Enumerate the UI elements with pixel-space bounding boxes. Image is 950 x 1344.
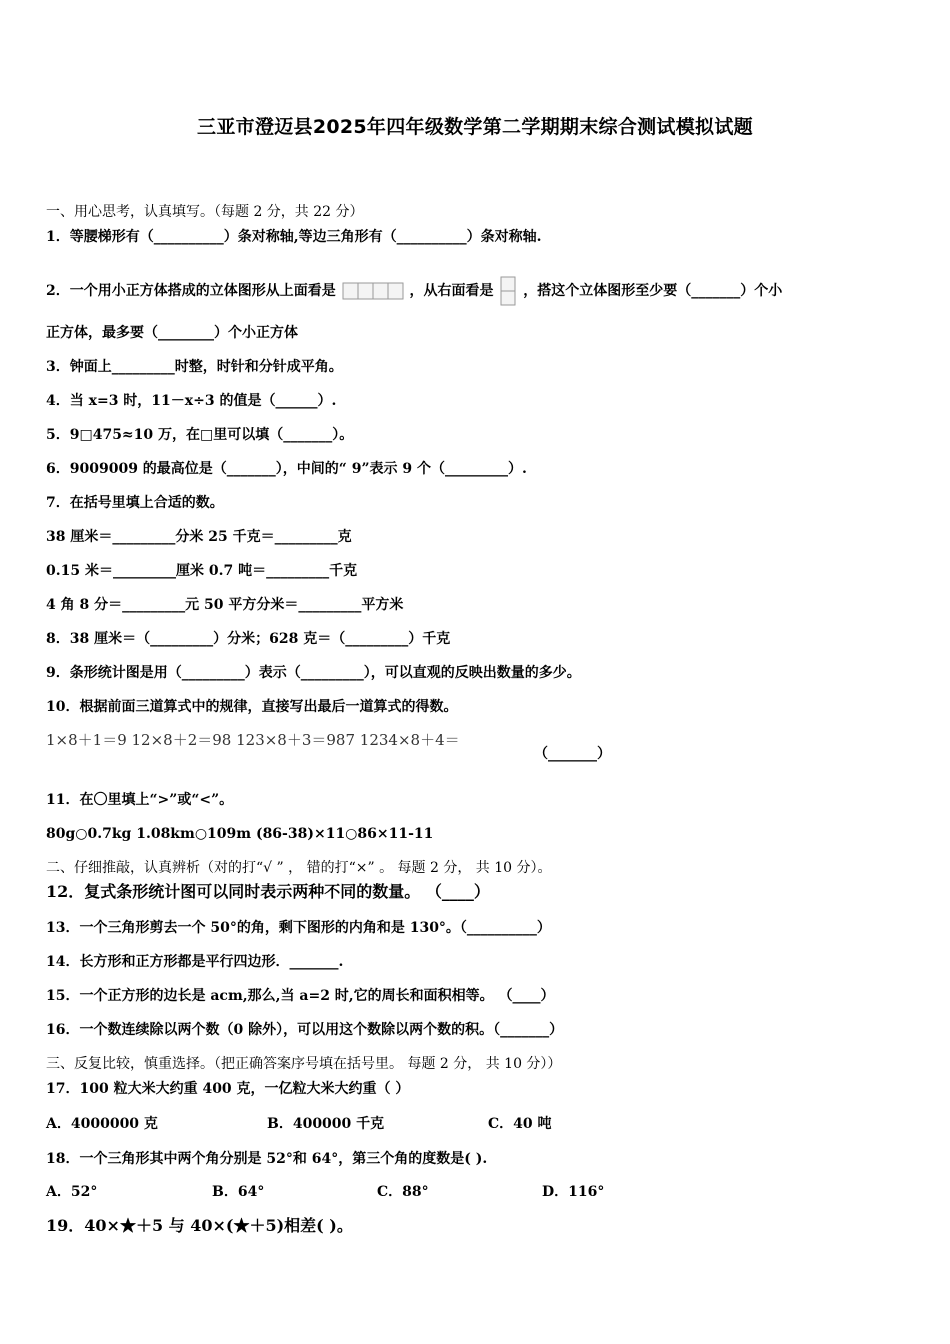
question-18-option-b: B．64° <box>212 1184 265 1200</box>
question-2 <box>46 275 782 307</box>
question-17: 17．100 粒大米大约重 400 克，一亿粒大米大约重（ ） <box>46 1081 410 1097</box>
question-19: 19．40×★＋5 与 40×(★＋5)相差( )。 <box>46 1216 353 1235</box>
question-18: 18．一个三角形其中两个角分别是 52°和 64°，第三个角的度数是( ). <box>46 1151 488 1167</box>
page-title: 三亚市澄迈县2025年四年级数学第二学期期末综合测试模拟试题 <box>197 116 753 138</box>
question-2-part-b: ，从右面看是 <box>409 283 494 299</box>
question-4: 4．当 x=3 时，11－x÷3 的值是（______）. <box>46 393 337 409</box>
question-11-items: 80g○0.7kg 1.08km○109m (86-38)×11○86×11-11 <box>46 826 434 842</box>
question-18-option-d: D．116° <box>542 1184 605 1200</box>
question-17-option-c: C．40 吨 <box>488 1116 552 1132</box>
question-9: 9．条形统计图是用（_________）表示（_________），可以直观的反映出数量的多少。 <box>46 665 581 681</box>
section-2-heading: 二、仔细推敲，认真辨析（对的打“√ ” ， 错的打“×” 。 每题 2 分， 共 10 分）。 <box>46 860 552 876</box>
question-7-row-a: 38 厘米＝_________分米 25 千克＝_________克 <box>46 529 352 545</box>
question-10: 10．根据前面三道算式中的规律，直接写出最后一道算式的得数。 <box>46 699 458 715</box>
question-16: 16．一个数连续除以两个数（0 除外），可以用这个数除以两个数的积。（_______） <box>46 1022 564 1038</box>
section-3-heading: 三、反复比较，慎重选择。（把正确答案序号填在括号里。 每题 2 分， 共 10 分）） <box>46 1056 562 1072</box>
top-view-grid-icon <box>341 280 405 302</box>
question-2-part-a: 2．一个用小正方体搭成的立体图形从上面看是 <box>46 283 336 299</box>
question-11: 11．在〇里填上“>”或“<”。 <box>46 792 234 808</box>
question-14: 14．长方形和正方形都是平行四边形．_______. <box>46 954 344 970</box>
question-7: 7．在括号里填上合适的数。 <box>46 495 224 511</box>
section-1-heading: 一、用心思考，认真填写。（每题 2 分，共 22 分） <box>46 204 364 220</box>
question-17-option-b: B．400000 千克 <box>267 1116 385 1132</box>
question-10-blank: （_______） <box>534 746 611 762</box>
question-7-row-b: 0.15 米＝_________厘米 0.7 吨＝_________千克 <box>46 563 358 579</box>
question-18-option-c: C．88° <box>377 1184 429 1200</box>
question-7-row-c: 4 角 8 分＝_________元 50 平方分米＝_________平方米 <box>46 597 404 613</box>
question-3: 3．钟面上_________时整，时针和分针成平角。 <box>46 359 343 375</box>
question-2-continued: 正方体，最多要（________）个小正方体 <box>46 325 298 341</box>
question-12: 12．复式条形统计图可以同时表示两种不同的数量。 （____） <box>46 882 490 901</box>
question-13: 13．一个三角形剪去一个 50°的角，剩下图形的内角和是 130°。（__________） <box>46 920 551 936</box>
right-view-grid-icon <box>498 275 518 307</box>
question-5: 5．9□475≈10 万，在□里可以填（_______）。 <box>46 427 354 443</box>
question-15: 15．一个正方形的边长是 acm,那么,当 a=2 时,它的周长和面积相等。 （____） <box>46 988 555 1004</box>
question-10-formulas: 1×8＋1＝9 12×8＋2＝98 123×8＋3＝987 1234×8＋4＝ <box>46 731 460 749</box>
question-1: 1．等腰梯形有（__________）条对称轴,等边三角形有（__________）条对称轴. <box>46 229 542 245</box>
question-2-part-c: ，搭这个立体图形至少要（_______）个小 <box>523 283 783 299</box>
question-18-option-a: A．52° <box>46 1184 98 1200</box>
question-17-option-a: A．4000000 克 <box>46 1116 158 1132</box>
question-8: 8．38 厘米＝（_________）分米；628 克＝（_________）千克 <box>46 631 451 647</box>
question-6: 6．9009009 的最高位是（_______），中间的“ 9”表示 9 个（_________）. <box>46 461 527 477</box>
